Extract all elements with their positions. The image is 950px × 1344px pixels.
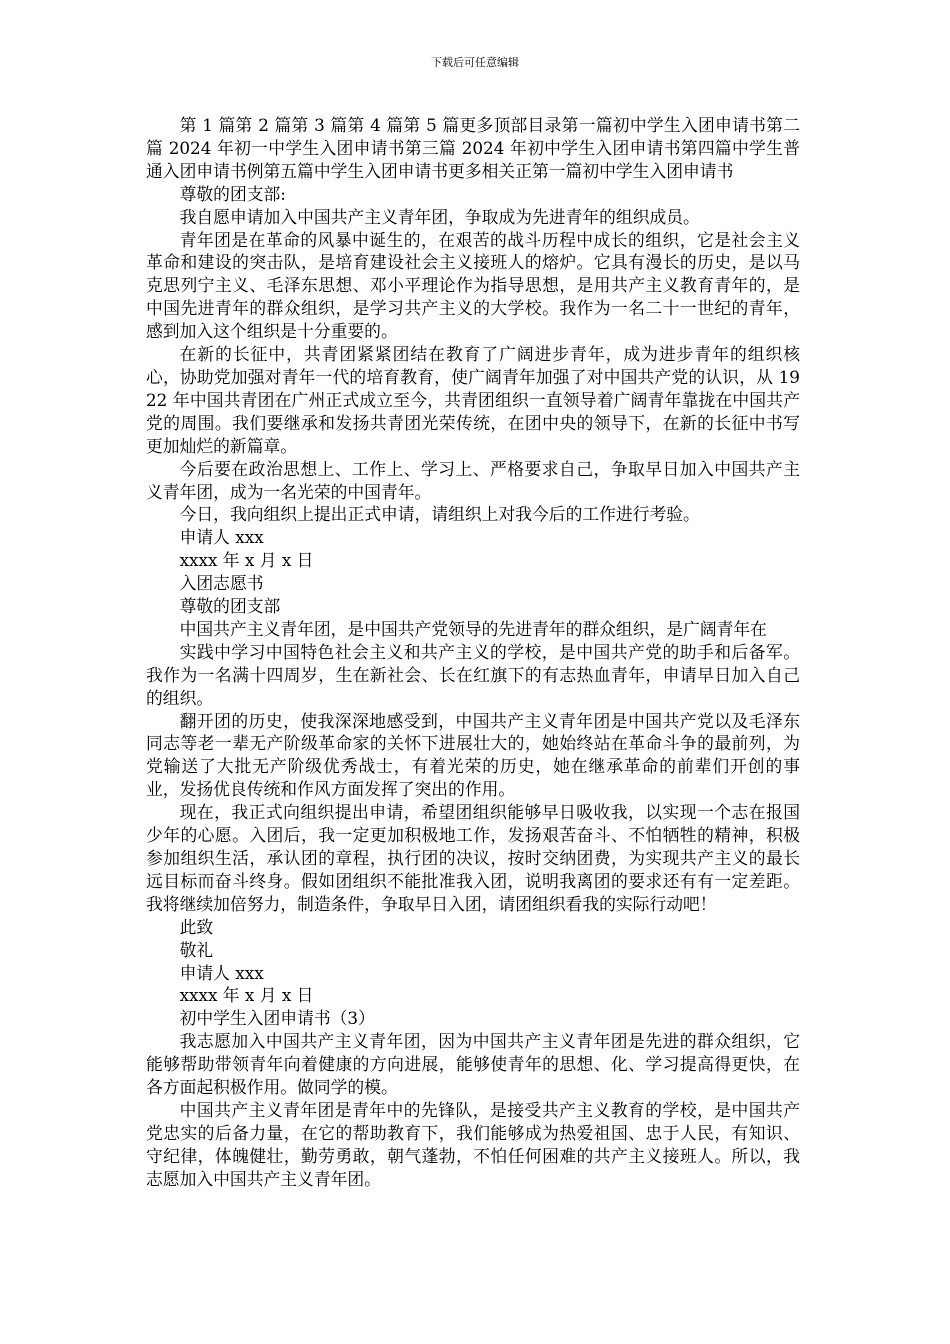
salutation: 尊敬的团支部 (179, 596, 281, 617)
salutation: 尊敬的团支部: (179, 183, 286, 204)
section-title: 入团志愿书 (179, 573, 264, 594)
body-paragraph: 中国共产主义青年团，是中国共产党领导的先进青年的群众组织，是广阔青年在 (179, 618, 767, 639)
body-paragraph: 实践中学习中国特色社会主义和共产主义的学校，是中国共产党的助手和后备军。我作为一名满十四周岁，生在新社会、长在红旗下的有志热血青年，申请早日加入自己的组织。 (146, 641, 800, 708)
body-paragraph: 今日，我向组织上提出正式申请，请组织上对我今后的工作进行考验。 (179, 504, 700, 525)
date-line: xxxx 年 x 月 x 日 (179, 550, 314, 571)
closing-line: 此致 (179, 916, 214, 937)
body-paragraph: 中国共产主义青年团是青年中的先锋队，是接受共产主义教育的学校，是中国共产党忠实的后备力量，在它的帮助教育下，我们能够成为热爱祖国、忠于人民，有知识、守纪律，体魄健壮，勤劳勇敢，朝气蓬勃，不怕任何困难的共产主义接班人。所以，我志愿加入中国共产主义青年团。 (146, 1099, 800, 1189)
body-paragraph: 我志愿加入中国共产主义青年团，因为中国共产主义青年团是先进的群众组织，它能够帮助带领青年向着健康的方向进展，能够使青年的思想、化、学习提高得更快，在各方面起积极作用。做同学的模。 (146, 1031, 800, 1098)
document-body (146, 114, 800, 1191)
date-line: xxxx 年 x 月 x 日 (179, 985, 314, 1006)
closing-line: 敬礼 (179, 939, 214, 960)
applicant-signature: 申请人 xxx (179, 962, 264, 983)
table-of-contents-paragraph: 第 1 篇第 2 篇第 3 篇第 4 篇第 5 篇更多顶部目录第一篇初中学生入团申请书第二篇 2024 年初一中学生入团申请书第三篇 2024 年初中学生入团申请书第四篇中学生普通入团申请书例第五篇中学生入团申请书更多相关正第一篇初中学生入团申请书 (146, 115, 800, 181)
body-paragraph: 今后要在政治思想上、工作上、学习上、严格要求自己，争取早日加入中国共产主义青年团，成为一名光荣的中国青年。 (146, 458, 800, 502)
body-paragraph: 翻开团的历史，使我深深地感受到，中国共产主义青年团是中国共产党以及毛泽东同志等老一辈无产阶级革命家的关怀下进展壮大的，她始终站在革命斗争的最前列，为党输送了大批无产阶级优秀战士，有着光荣的历史，她在继承革命的前辈们开创的事业，发扬优良传统和作风方面发挥了突出的作用。 (146, 710, 800, 800)
body-paragraph: 在新的长征中，共青团紧紧团结在教育了广阔进步青年，成为进步青年的组织核心，协助党加强对青年一代的培育教育，使广阔青年加强了对中国共产党的认识，从 1922 年中国共青团在广州正式成立至今，共青团组织一直领导着广阔青年靠拢在中国共产党的周围。我们要继承和发扬共青团光荣传统，在团中央的领导下，在新的长征中书写更加灿烂的新篇章。 (146, 344, 800, 456)
body-paragraph: 现在，我正式向组织提出申请，希望团组织能够早日吸收我，以实现一个志在报国少年的心愿。入团后，我一定更加积极地工作，发扬艰苦奋斗、不怕牺牲的精神，积极参加组织生活，承认团的章程，执行团的决议，按时交纳团费，为实现共产主义的最长远目标而奋斗终身。假如团组织不能批准我入团，说明我离团的要求还有有一定差距。我将继续加倍努力，制造条件，争取早日入团，请团组织看我的实际行动吧！ (146, 802, 800, 914)
body-paragraph: 青年团是在革命的风暴中诞生的，在艰苦的战斗历程中成长的组织，它是社会主义革命和建设的突击队，是培育建设社会主义接班人的熔炉。它具有漫长的历史，是以马克思列宁主义、毛泽东思想、邓小平理论作为指导思想，是用共产主义教育青年的，是中国先进青年的群众组织，是学习共产主义的大学校。我作为一名二十一世纪的青年，感到加入这个组织是十分重要的。 (146, 229, 800, 342)
body-paragraph: 我自愿申请加入中国共产主义青年团，争取成为先进青年的组织成员。 (179, 206, 700, 227)
applicant-signature: 申请人 xxx (179, 527, 264, 548)
page-header-note: 下载后可任意编辑 (431, 56, 519, 69)
section-title: 初中学生入团申请书（3） (179, 1008, 375, 1029)
